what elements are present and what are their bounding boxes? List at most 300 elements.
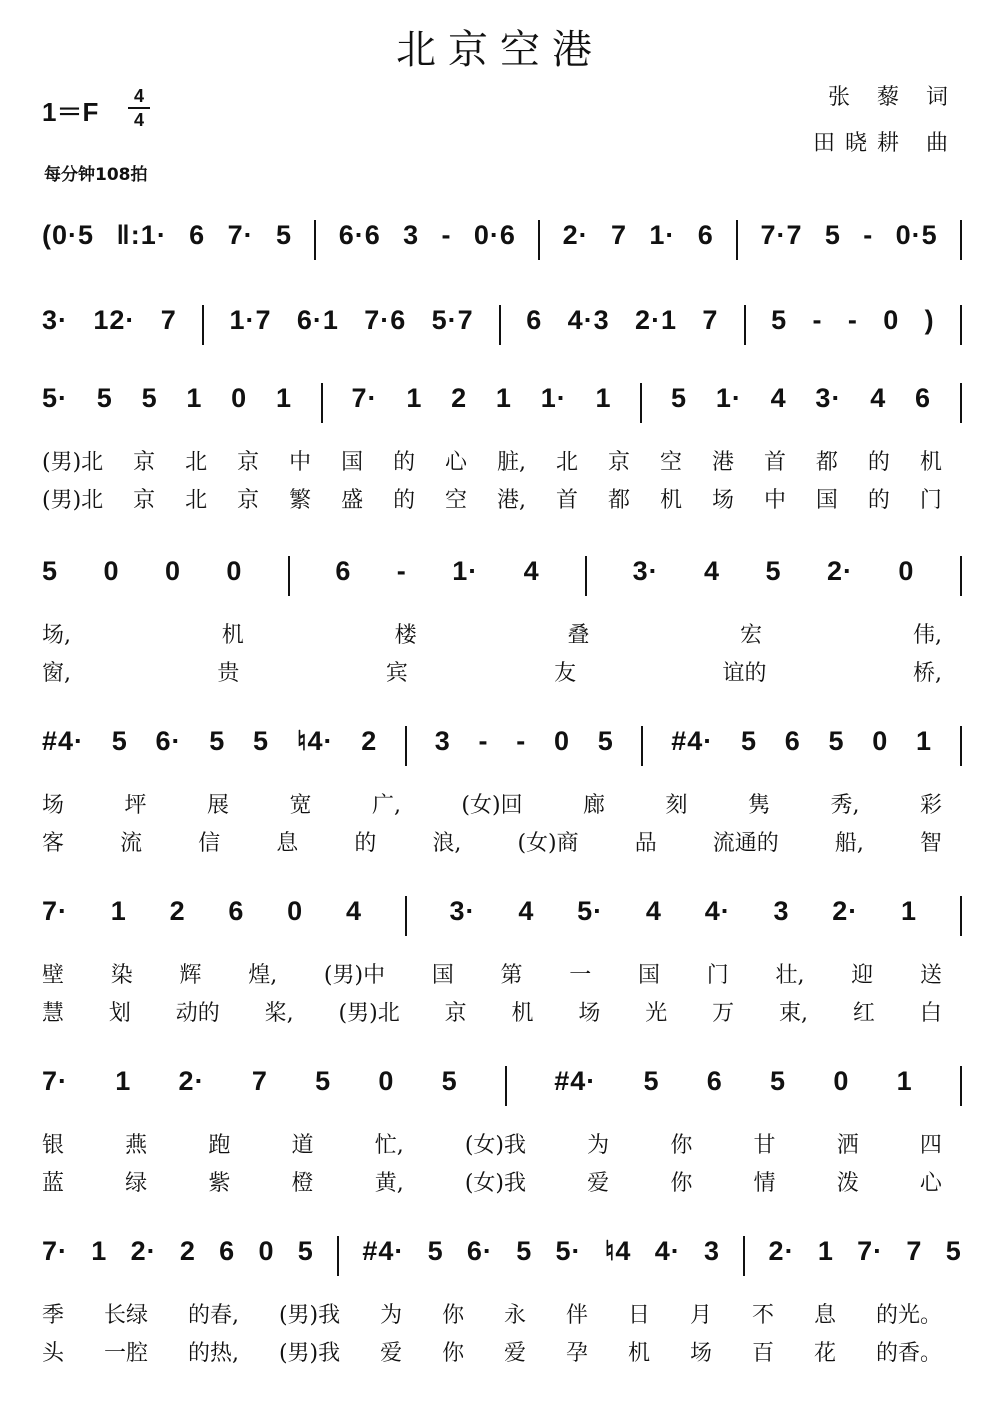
note: 5	[597, 726, 614, 756]
lyric-syllable: 紫	[208, 1171, 231, 1196]
lyric-syllable: 脏,	[497, 450, 527, 475]
note: 5	[770, 1066, 787, 1096]
note: 4	[523, 556, 540, 586]
note: 7	[610, 220, 627, 250]
lyric-syllable: 忙,	[374, 1133, 404, 1158]
note: 3·	[632, 556, 659, 586]
note: 6·1	[296, 305, 339, 335]
lyric-syllable: 孕	[566, 1341, 589, 1366]
barline	[499, 305, 501, 345]
lyric-syllable: 第	[500, 963, 523, 988]
lyric-syllable: 万	[712, 1001, 735, 1026]
lyric-syllable: 慧	[42, 1001, 65, 1026]
lyric-syllable: 蓝	[42, 1171, 65, 1196]
lyric-syllable: 你	[442, 1303, 465, 1328]
lyric-syllable: 心	[919, 1171, 942, 1196]
note: 5	[111, 726, 128, 756]
lyric-syllable: 桥,	[912, 661, 942, 686]
notation-system	[0, 1066, 1000, 1206]
barline	[960, 383, 962, 423]
note: 7·7	[760, 220, 803, 250]
note: 2·	[178, 1066, 205, 1096]
note: 0	[287, 896, 304, 926]
note: 5	[643, 1066, 660, 1096]
barline	[960, 305, 962, 345]
barline	[960, 726, 962, 766]
lyric-syllable: 的光。	[875, 1303, 942, 1328]
note: 5	[96, 383, 113, 413]
lyric-syllable: (男)北	[338, 1001, 400, 1026]
tempo-marking: 每分钟108拍	[44, 165, 148, 185]
note: 5	[427, 1236, 444, 1266]
note: 1·	[715, 383, 742, 413]
note: 7	[251, 1066, 268, 1096]
note: 1	[916, 726, 933, 756]
lyric-line	[42, 788, 942, 819]
note: 0	[553, 726, 570, 756]
lyric-syllable: 伟,	[912, 623, 942, 648]
note: 3·	[815, 383, 842, 413]
barline	[585, 556, 587, 596]
notes-row	[42, 220, 962, 260]
lyric-syllable: (女)回	[461, 793, 523, 818]
lyric-line	[42, 1166, 942, 1197]
lyric-syllable: 北	[556, 450, 579, 475]
lyric-syllable: 廊	[583, 793, 606, 818]
notation-system	[0, 896, 1000, 1036]
lyric-syllable: (男)我	[278, 1303, 341, 1328]
note: 5	[771, 305, 788, 335]
note: ♮4	[604, 1236, 632, 1266]
lyric-syllable: 机	[628, 1341, 651, 1366]
note: 6	[784, 726, 801, 756]
lyric-syllable: 京	[133, 488, 156, 513]
key-signature: 1＝F	[42, 97, 99, 127]
barline	[736, 220, 738, 260]
barline	[202, 305, 204, 345]
lyric-syllable: 心	[445, 450, 468, 475]
lyric-syllable: 白	[919, 1001, 942, 1026]
lyric-syllable: (女)我	[464, 1171, 527, 1196]
meter-divider	[128, 107, 150, 109]
barline	[321, 383, 323, 423]
lyric-syllable: 窗,	[42, 661, 71, 686]
note: 4	[345, 896, 362, 926]
note: 1	[896, 1066, 913, 1096]
note: 2·	[768, 1236, 795, 1266]
note: 6	[335, 556, 352, 586]
note: 5	[275, 220, 292, 250]
note: 1	[115, 1066, 132, 1096]
lyric-syllable: 品	[634, 831, 657, 856]
lyric-syllable: 爱	[380, 1341, 403, 1366]
lyric-syllable: 坪	[124, 793, 147, 818]
note: 5	[253, 726, 270, 756]
lyric-syllable: 场	[690, 1341, 713, 1366]
lyric-syllable: 染	[110, 963, 133, 988]
lyric-syllable: 流通的	[712, 831, 779, 856]
lyric-syllable: 的	[867, 450, 890, 475]
note: (0·5	[42, 220, 95, 250]
note: -	[478, 726, 489, 756]
lyric-syllable: 橙	[291, 1171, 314, 1196]
lyric-syllable: (男)我	[278, 1341, 341, 1366]
lyric-syllable: 洒	[836, 1133, 859, 1158]
barline	[314, 220, 316, 260]
lyric-syllable: 的	[354, 831, 377, 856]
notation-system	[0, 726, 1000, 866]
notes-row	[42, 383, 962, 423]
lyric-syllable: 宾	[385, 661, 408, 686]
lyric-syllable: 京	[133, 450, 156, 475]
barline	[405, 726, 407, 766]
lyric-syllable: 一	[569, 963, 592, 988]
note: 1	[817, 1236, 834, 1266]
lyric-line	[42, 445, 942, 476]
lyric-syllable: 机	[511, 1001, 534, 1026]
lyric-syllable: 甘	[753, 1133, 776, 1158]
note: )	[924, 305, 935, 335]
lyric-syllable: 道	[291, 1133, 314, 1158]
note: 1	[186, 383, 203, 413]
lyric-syllable: 的	[393, 488, 416, 513]
lyric-syllable: 首	[556, 488, 579, 513]
lyric-syllable: 跑	[208, 1133, 231, 1158]
lyric-syllable: 花	[813, 1341, 836, 1366]
notes-row	[42, 896, 962, 936]
note: 1	[495, 383, 512, 413]
note: 6	[706, 1066, 723, 1096]
time-signature	[128, 86, 150, 130]
lyric-syllable: 一腔	[103, 1341, 148, 1366]
lyric-line	[42, 1128, 942, 1159]
note: -	[396, 556, 407, 586]
note: 6	[697, 220, 714, 250]
note: 2	[169, 896, 186, 926]
note: 4	[704, 556, 721, 586]
lyric-syllable: 黄,	[374, 1171, 404, 1196]
lyric-syllable: 中	[289, 450, 312, 475]
lyric-syllable: 不	[751, 1303, 774, 1328]
barline	[505, 1066, 507, 1106]
barline	[960, 220, 962, 260]
lyric-syllable: 季	[42, 1303, 65, 1328]
note: 1	[406, 383, 423, 413]
note: -	[516, 726, 527, 756]
note: 12·	[93, 305, 136, 335]
note: 1·	[452, 556, 479, 586]
lyric-syllable: 浪,	[432, 831, 462, 856]
lyric-syllable: 迎	[851, 963, 874, 988]
lyric-syllable: 息	[813, 1303, 836, 1328]
lyric-syllable: 的	[867, 488, 890, 513]
lyric-syllable: 都	[607, 488, 630, 513]
note: 3	[773, 896, 790, 926]
note: -	[812, 305, 823, 335]
barline	[960, 1066, 962, 1106]
note: 0	[231, 383, 248, 413]
note: -	[441, 220, 452, 250]
lyric-line	[42, 996, 942, 1027]
lyric-syllable: 都	[815, 450, 838, 475]
note: 3·	[42, 305, 69, 335]
barline	[744, 305, 746, 345]
note: 7·6	[364, 305, 407, 335]
note: 4	[645, 896, 662, 926]
note: 7·	[42, 896, 69, 926]
notation-system	[0, 1236, 1000, 1376]
lyricist-credit: 张 藜 词	[828, 85, 958, 110]
note: 7·	[857, 1236, 884, 1266]
lyric-syllable: 的香。	[875, 1341, 942, 1366]
note: 5	[516, 1236, 533, 1266]
lyric-syllable: 繁	[289, 488, 312, 513]
lyric-syllable: 月	[690, 1303, 713, 1328]
note: 5	[671, 383, 688, 413]
lyric-syllable: 京	[607, 450, 630, 475]
note: 2	[451, 383, 468, 413]
lyric-syllable: 机	[919, 450, 942, 475]
lyric-syllable: (女)商	[517, 831, 579, 856]
note: 3	[703, 1236, 721, 1266]
lyric-syllable: 百	[751, 1341, 774, 1366]
lyric-syllable: 展	[206, 793, 229, 818]
lyric-syllable: 你	[670, 1133, 693, 1158]
note: 7	[906, 1236, 923, 1266]
barline	[640, 383, 642, 423]
note: 2	[179, 1236, 196, 1266]
lyric-syllable: 红	[852, 1001, 875, 1026]
lyric-syllable: 港	[711, 450, 734, 475]
note: 1	[275, 383, 292, 413]
lyric-syllable: (女)我	[464, 1133, 527, 1158]
lyric-syllable: 叠	[567, 623, 590, 648]
lyric-syllable: 送	[919, 963, 942, 988]
note: 1	[91, 1236, 108, 1266]
lyric-syllable: 情	[753, 1171, 776, 1196]
note: 0	[103, 556, 120, 586]
note: 1·7	[229, 305, 272, 335]
note: 5·	[577, 896, 604, 926]
note: 5	[141, 383, 158, 413]
lyric-syllable: 束,	[779, 1001, 809, 1026]
lyric-syllable: 北	[185, 450, 208, 475]
lyric-syllable: 为	[587, 1133, 610, 1158]
note: 5	[824, 220, 841, 250]
barline	[337, 1236, 339, 1276]
note: 5·	[555, 1236, 582, 1266]
lyric-syllable: 壮,	[775, 963, 805, 988]
note: 0·5	[895, 220, 938, 250]
notes-row	[42, 1236, 962, 1276]
lyric-syllable: 首	[763, 450, 786, 475]
lyric-syllable: 北	[185, 488, 208, 513]
note: 6	[219, 1236, 236, 1266]
barline	[405, 896, 407, 936]
notes-row	[42, 305, 962, 345]
lyric-syllable: 中	[763, 488, 786, 513]
lyric-syllable: 客	[42, 831, 65, 856]
note: 0	[258, 1236, 275, 1266]
note: ♮4·	[296, 726, 334, 756]
note: 0·6	[473, 220, 516, 250]
note: 2·	[826, 556, 853, 586]
barline	[288, 556, 290, 596]
note: 4	[770, 383, 787, 413]
lyric-syllable: 爱	[504, 1341, 527, 1366]
lyric-syllable: 广,	[371, 793, 401, 818]
lyric-syllable: 场,	[42, 623, 71, 648]
lyric-syllable: (男)北	[42, 488, 104, 513]
lyric-syllable: 场	[42, 793, 65, 818]
lyric-syllable: 秀,	[830, 793, 860, 818]
lyric-line	[42, 483, 942, 514]
note: 0	[164, 556, 181, 586]
lyric-syllable: 光	[645, 1001, 668, 1026]
lyric-syllable: (男)北	[42, 450, 104, 475]
barline	[960, 556, 962, 596]
note: 5·	[42, 383, 69, 413]
lyric-syllable: 你	[670, 1171, 693, 1196]
lyric-syllable: 动的	[175, 1001, 220, 1026]
note: 5	[828, 726, 845, 756]
note: 0	[226, 556, 243, 586]
note: 3	[434, 726, 451, 756]
lyric-syllable: 壁	[42, 963, 65, 988]
lyric-syllable: 京	[444, 1001, 467, 1026]
lyric-syllable: 楼	[394, 623, 417, 648]
lyric-line	[42, 618, 942, 649]
lyric-syllable: 的热,	[187, 1341, 239, 1366]
note: 0	[833, 1066, 850, 1096]
note: 6	[526, 305, 543, 335]
lyric-syllable: 京	[237, 450, 260, 475]
lyric-syllable: 友	[554, 661, 577, 686]
lyric-syllable: 国	[638, 963, 661, 988]
note: 6	[915, 383, 932, 413]
note: 2·1	[635, 305, 678, 335]
note: 0	[872, 726, 889, 756]
note: 5	[297, 1236, 314, 1266]
note: 4	[518, 896, 535, 926]
note: 4·	[654, 1236, 681, 1266]
lyric-syllable: 国	[431, 963, 454, 988]
lyric-syllable: 四	[919, 1133, 942, 1158]
note: 5	[765, 556, 782, 586]
lyric-syllable: 盛	[341, 488, 364, 513]
lyric-syllable: 空	[659, 450, 682, 475]
note: 7·	[42, 1066, 69, 1096]
note: -	[863, 220, 874, 250]
notes-row	[42, 556, 962, 596]
lyric-syllable: 信	[198, 831, 221, 856]
lyric-syllable: 日	[628, 1303, 651, 1328]
barline	[641, 726, 643, 766]
lyric-syllable: 门	[919, 488, 942, 513]
lyric-syllable: 辉	[179, 963, 202, 988]
note: 1·	[649, 220, 676, 250]
note: ‖:1·	[116, 220, 167, 250]
note: 5	[740, 726, 758, 756]
lyric-syllable: 息	[276, 831, 299, 856]
lyric-syllable: 贵	[217, 661, 240, 686]
lyric-syllable: 隽	[748, 793, 771, 818]
lyric-syllable: 的	[393, 450, 416, 475]
note: 5	[315, 1066, 332, 1096]
lyric-syllable: (男)中	[323, 963, 386, 988]
lyric-line	[42, 656, 942, 687]
composer-credit: 田晓耕 曲	[813, 131, 958, 156]
barline	[538, 220, 540, 260]
note: 4	[870, 383, 887, 413]
note: 7	[702, 305, 719, 335]
lyric-syllable: 划	[108, 1001, 131, 1026]
note: 2·	[832, 896, 859, 926]
lyric-syllable: 头	[42, 1341, 65, 1366]
lyric-syllable: 银	[42, 1133, 65, 1158]
lyric-syllable: 永	[504, 1303, 527, 1328]
note: 5	[42, 556, 59, 586]
note: 5	[945, 1236, 962, 1266]
lyric-line	[42, 1298, 942, 1329]
lyric-syllable: 为	[380, 1303, 403, 1328]
note: 3·	[449, 896, 476, 926]
lyric-syllable: 燕	[125, 1133, 148, 1158]
lyric-line	[42, 958, 942, 989]
note: 6·	[466, 1236, 493, 1266]
note: #4·	[42, 726, 85, 756]
note: 6·6	[338, 220, 381, 250]
note: 5·7	[431, 305, 474, 335]
lyric-syllable: 京	[237, 488, 260, 513]
lyric-syllable: 绿	[125, 1171, 148, 1196]
lyric-syllable: 煌,	[248, 963, 278, 988]
lyric-syllable: 船,	[834, 831, 864, 856]
note: 6	[228, 896, 245, 926]
lyric-syllable: 谊的	[722, 661, 767, 686]
note: #4·	[362, 1236, 405, 1266]
lyric-syllable: 机	[221, 623, 244, 648]
lyric-syllable: 宏	[740, 623, 763, 648]
note: -	[847, 305, 858, 335]
note: 4·3	[567, 305, 610, 335]
lyric-syllable: 彩	[919, 793, 942, 818]
note: #4·	[671, 726, 714, 756]
song-title: 北京空港	[396, 27, 604, 73]
note: 1	[595, 383, 612, 413]
note: 7·	[42, 1236, 69, 1266]
lyric-syllable: 场	[578, 1001, 601, 1026]
note: 5	[441, 1066, 458, 1096]
note: 7·	[351, 383, 378, 413]
lyric-syllable: 你	[442, 1341, 465, 1366]
note: 2·	[130, 1236, 157, 1266]
lyric-syllable: 智	[919, 831, 942, 856]
lyric-syllable: 场	[711, 488, 734, 513]
lyric-syllable: 门	[706, 963, 729, 988]
lyric-syllable: 泼	[836, 1171, 859, 1196]
lyric-line	[42, 1336, 942, 1367]
lyric-syllable: 的春,	[187, 1303, 239, 1328]
note: 6·	[155, 726, 182, 756]
lyric-syllable: 国	[815, 488, 838, 513]
note: #4·	[554, 1066, 597, 1096]
lyric-syllable: 机	[659, 488, 682, 513]
note: 2·	[562, 220, 589, 250]
note: 1	[110, 896, 127, 926]
lyric-syllable: 伴	[566, 1303, 589, 1328]
lyric-syllable: 国	[341, 450, 364, 475]
